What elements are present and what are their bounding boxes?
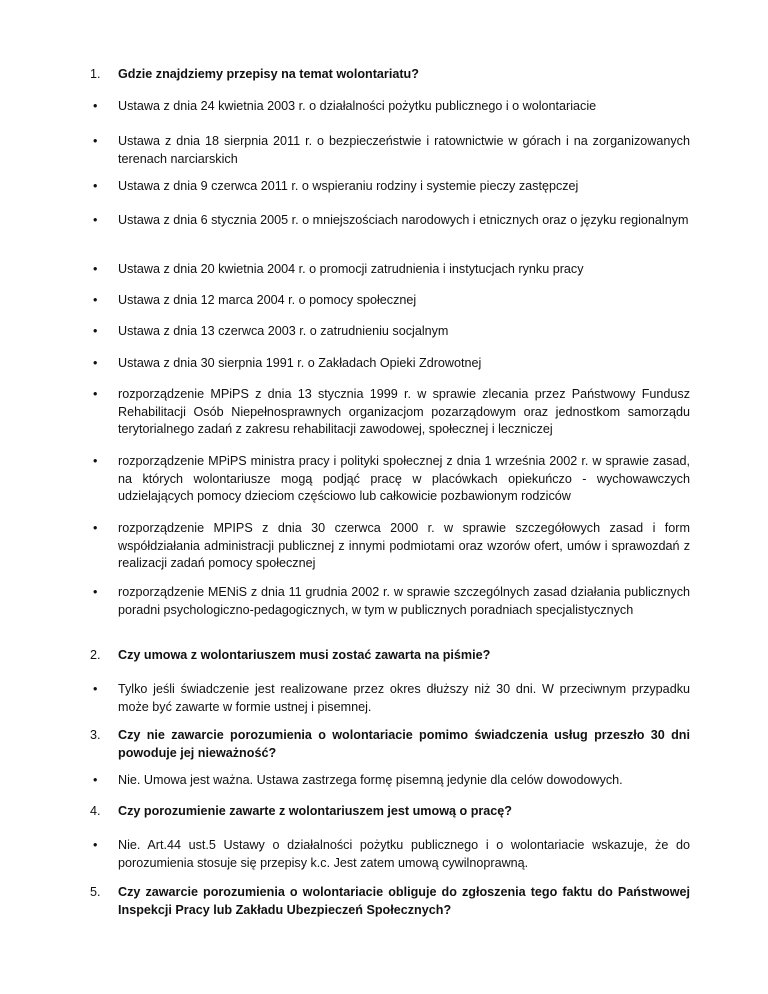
list-item	[90, 386, 690, 439]
list-item-text: rozporządzenie MPIPS z dnia 30 czerwca 2000 r. w sprawie szczegółowych zasad i form współdziałania administracji publicznej z innymi podmiotami oraz wzorów ofert, umów i sprawozdań z realizacji zadań pomocy społecznej	[118, 521, 690, 570]
list-item	[90, 837, 690, 872]
list-item	[90, 355, 690, 373]
bullet-icon: •	[93, 324, 98, 338]
bullet-icon: •	[93, 262, 98, 276]
list-item-text: Tylko jeśli świadczenie jest realizowane przez okres dłuższy niż 30 dni. W przeciwnym przypadku może być zawarte w formie ustnej i pisemnej.	[118, 682, 690, 714]
question-4	[90, 803, 690, 821]
bullet-icon: •	[93, 179, 98, 193]
bullet-icon: •	[93, 454, 98, 468]
bullet-icon: •	[93, 682, 98, 696]
list-item	[90, 133, 690, 168]
question-text: Gdzie znajdziemy przepisy na temat wolontariatu?	[118, 67, 419, 81]
question-number: 3.	[90, 728, 101, 742]
bullet-icon: •	[93, 356, 98, 370]
list-item	[90, 772, 690, 790]
question-number: 4.	[90, 804, 101, 818]
question-number: 1.	[90, 67, 101, 81]
list-item-text: Ustawa z dnia 18 sierpnia 2011 r. o bezpieczeństwie i ratownictwie w górach i na zorganizowanych terenach narciarskich	[118, 134, 690, 166]
bullet-icon: •	[93, 838, 98, 852]
list-item-text: Ustawa z dnia 30 sierpnia 1991 r. o Zakładach Opieki Zdrowotnej	[118, 356, 482, 370]
question-1	[90, 66, 690, 84]
bullet-icon: •	[93, 99, 98, 113]
bullet-icon: •	[93, 134, 98, 148]
question-text: Czy umowa z wolontariuszem musi zostać zawarta na piśmie?	[118, 648, 491, 662]
list-item-text: Ustawa z dnia 12 marca 2004 r. o pomocy społecznej	[118, 293, 417, 307]
question-text: Czy zawarcie porozumienia o wolontariacie obliguje do zgłoszenia tego faktu do Państwowej Inspekcji Pracy lub Zakładu Ubezpieczeń Społecznych?	[118, 885, 690, 917]
bullet-icon: •	[93, 387, 98, 401]
bullet-icon: •	[93, 293, 98, 307]
list-item-text: rozporządzenie MPiPS ministra pracy i polityki społecznej z dnia 1 września 2002 r. w sprawie zasad, na których wolontariusze mogą podjąć pracę w placówkach opiekuńczo - wychowawczych udzielających pomocy dzieciom częściowo lub całkowicie pozbawionym rodziców	[118, 454, 690, 503]
question-3	[90, 727, 690, 762]
bullet-icon: •	[93, 585, 98, 599]
question-2	[90, 647, 690, 665]
list-item-text: Ustawa z dnia 9 czerwca 2011 r. o wspieraniu rodziny i systemie pieczy zastępczej	[118, 179, 579, 193]
list-item-text: Nie. Umowa jest ważna. Ustawa zastrzega formę pisemną jedynie dla celów dowodowych.	[118, 773, 623, 787]
list-item-text: Ustawa z dnia 6 stycznia 2005 r. o mniejszościach narodowych i etnicznych oraz o języku regionalnym	[118, 213, 689, 227]
list-item	[90, 681, 690, 716]
question-number: 2.	[90, 648, 101, 662]
list-item-text: rozporządzenie MENiS z dnia 11 grudnia 2002 r. w sprawie szczególnych zasad działania publicznych poradni psychologiczno-pedagogicznych, w tym w publicznych poradniach specjalistycznych	[118, 585, 690, 617]
question-text: Czy porozumienie zawarte z wolontariuszem jest umową o pracę?	[118, 804, 512, 818]
list-item	[90, 98, 690, 116]
bullet-icon: •	[93, 773, 98, 787]
question-number: 5.	[90, 885, 101, 899]
list-item	[90, 178, 690, 196]
list-item	[90, 212, 690, 230]
list-item-text: Nie. Art.44 ust.5 Ustawy o działalności pożytku publicznego i o wolontariacie wskazuje, że do porozumienia stosuje się przepisy k.c. Jest zatem umową cywilnoprawną.	[118, 838, 690, 870]
list-item-text: Ustawa z dnia 20 kwietnia 2004 r. o promocji zatrudnienia i instytucjach rynku pracy	[118, 262, 584, 276]
list-item	[90, 292, 690, 310]
list-item-text: rozporządzenie MPiPS z dnia 13 stycznia 1999 r. w sprawie zlecania przez Państwowy Fundusz Rehabilitacji Osób Niepełnosprawnych organizacjom pozarządowym oraz jednostkom samorządu terytorialnego zadań z zakresu rehabilitacji zawodowej, społecznej i leczniczej	[118, 387, 690, 436]
list-item-text: Ustawa z dnia 24 kwietnia 2003 r. o działalności pożytku publicznego i o wolontariacie	[118, 99, 597, 113]
bullet-icon: •	[93, 213, 98, 227]
list-item	[90, 453, 690, 506]
list-item	[90, 520, 690, 573]
list-item-text: Ustawa z dnia 13 czerwca 2003 r. o zatrudnieniu socjalnym	[118, 324, 449, 338]
question-5	[90, 884, 690, 919]
question-text: Czy nie zawarcie porozumienia o wolontariacie pomimo świadczenia usług przeszło 30 dni powoduje jej nieważność?	[118, 728, 690, 760]
bullet-icon: •	[93, 521, 98, 535]
list-item	[90, 584, 690, 619]
list-item	[90, 261, 690, 279]
list-item	[90, 323, 690, 341]
